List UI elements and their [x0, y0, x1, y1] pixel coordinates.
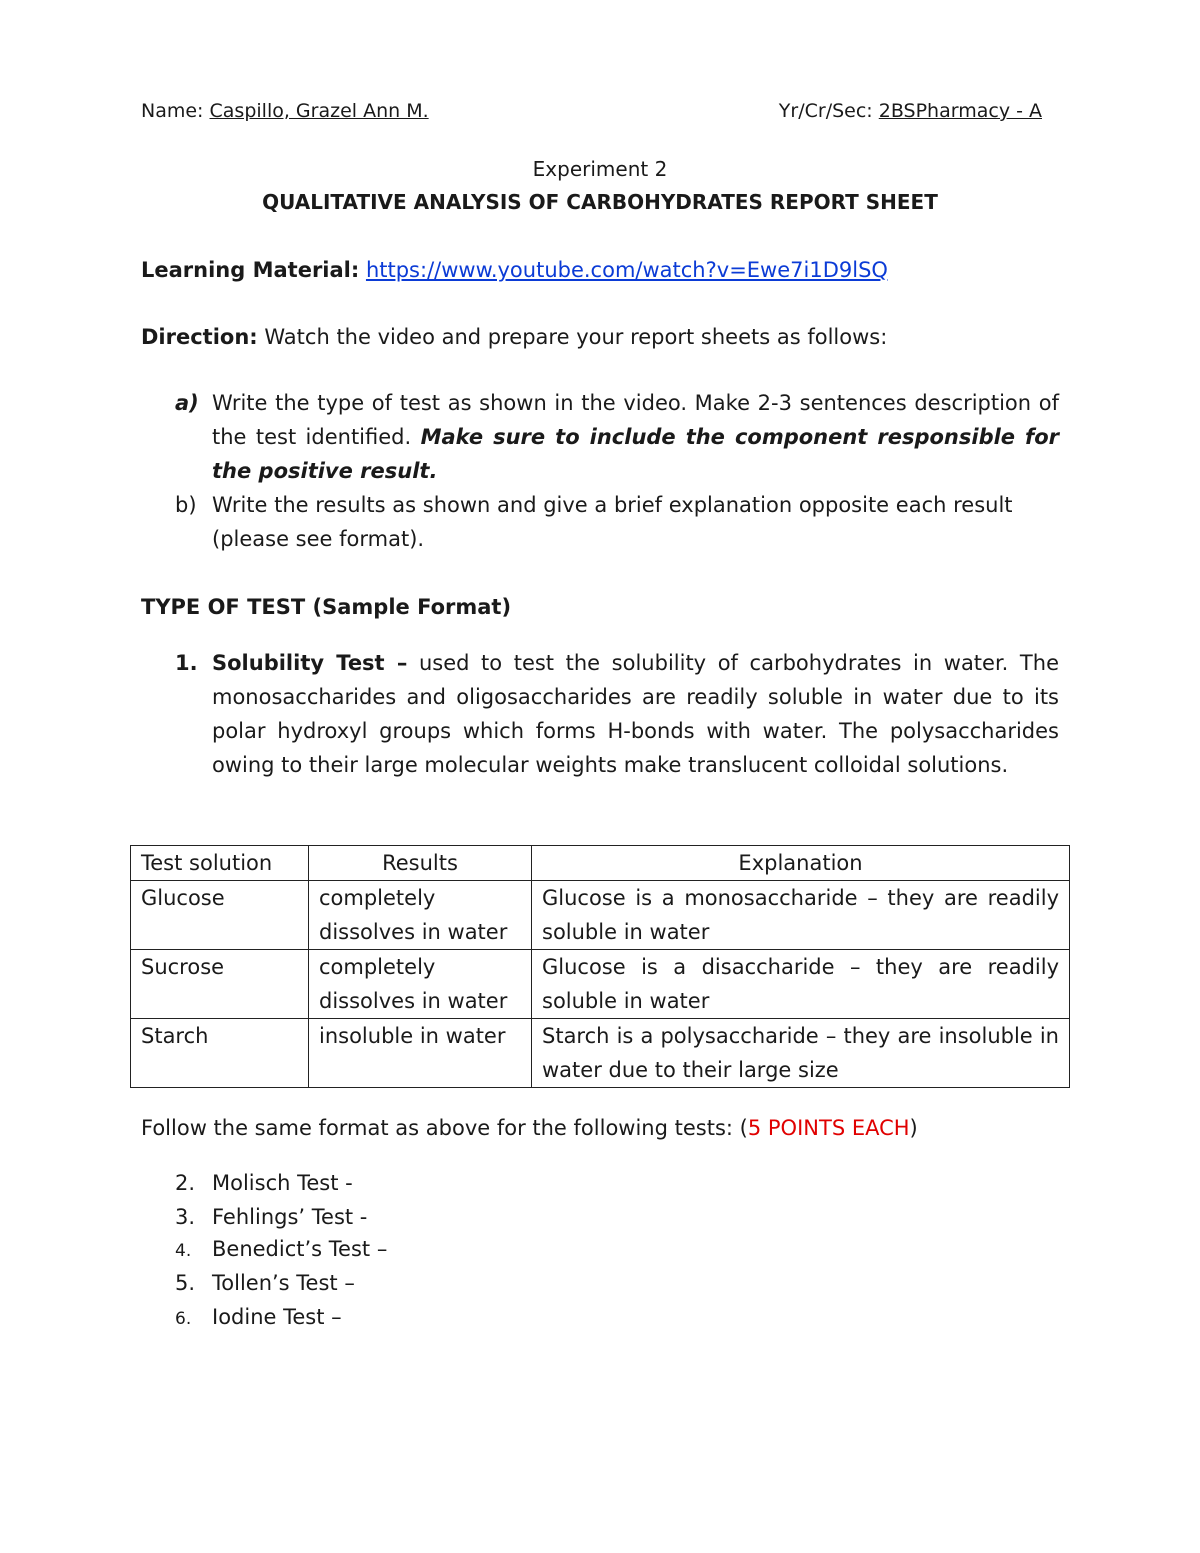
learning-label: Learning Material:	[141, 258, 360, 282]
instruction-a	[212, 386, 1059, 488]
section-value: 2BSPharmacy - A	[878, 100, 1042, 122]
cell-explanation: Glucose is a disaccharide – they are readily soluble in water	[532, 950, 1070, 1019]
follow-paren-open: (	[739, 1116, 748, 1140]
test-item: Iodine Test –	[212, 1305, 342, 1329]
instruction-a-emphasis: Make sure to include the component responsible for the positive result.	[212, 425, 1059, 483]
instruction-b-marker: b)	[175, 493, 197, 517]
cell-test-solution: Glucose	[131, 881, 309, 950]
sample-test-description	[212, 646, 1059, 782]
follow-text: Follow the same format as above for the following tests:	[141, 1116, 733, 1140]
test-item: Tollen’s Test –	[212, 1271, 355, 1295]
test-marker: 3.	[175, 1205, 196, 1229]
follow-paren-close: )	[909, 1116, 918, 1140]
table-row	[131, 950, 1070, 1019]
follow-instruction	[141, 1111, 1059, 1145]
cell-result: insoluble in water	[309, 1019, 532, 1088]
table-row	[131, 1019, 1070, 1088]
test-marker: 6.	[175, 1309, 192, 1329]
test-marker: 2.	[175, 1171, 196, 1195]
cell-explanation: Glucose is a monosaccharide – they are readily soluble in water	[532, 881, 1070, 950]
section-label: Yr/Cr/Sec:	[778, 100, 873, 122]
test-item: Fehlings’ Test -	[212, 1205, 368, 1229]
student-name	[141, 100, 429, 122]
test-item: Benedict’s Test –	[212, 1237, 388, 1261]
header-test-solution: Test solution	[131, 846, 309, 881]
test-item: Molisch Test -	[212, 1171, 353, 1195]
table-header-row	[131, 846, 1070, 881]
instruction-b-text: Write the results as shown and give a brief explanation opposite each result (please see format).	[212, 493, 1013, 551]
header-explanation: Explanation	[532, 846, 1070, 881]
cell-test-solution: Sucrose	[131, 950, 309, 1019]
sample-test-text: used to test the solubility of carbohydrates in water. The monosaccharides and oligosaccharides are readily soluble in water due to its polar hydroxyl groups which forms H-bonds with water. The polysaccharides owing to their large molecular weights make translucent colloidal solutions.	[212, 651, 1059, 777]
learning-link[interactable]: https://www.youtube.com/watch?v=Ewe7i1D9lSQ	[365, 258, 888, 282]
header-row	[141, 100, 1042, 128]
direction-text: Watch the video and prepare your report sheets as follows:	[264, 325, 888, 349]
cell-result: completely dissolves in water	[309, 881, 532, 950]
report-title: QUALITATIVE ANALYSIS OF CARBOHYDRATES REPORT SHEET	[262, 190, 938, 214]
name-value: Caspillo, Grazel Ann M.	[209, 100, 429, 122]
instruction-b	[212, 488, 1059, 556]
test-marker: 5.	[175, 1271, 196, 1295]
sample-test-marker: 1.	[175, 651, 198, 675]
direction	[141, 320, 1059, 354]
test-marker: 4.	[175, 1241, 192, 1261]
header-results: Results	[309, 846, 532, 881]
instruction-a-text: Write the type of test as shown in the video. Make 2-3 sentences description of the test identified.	[212, 391, 1059, 449]
direction-label: Direction:	[141, 325, 258, 349]
sample-test-name: Solubility Test –	[212, 651, 408, 675]
cell-result: completely dissolves in water	[309, 950, 532, 1019]
name-label: Name:	[141, 100, 204, 122]
cell-explanation: Starch is a polysaccharide – they are insoluble in water due to their large size	[532, 1019, 1070, 1088]
instruction-a-marker: a)	[175, 391, 199, 415]
learning-material	[141, 253, 1059, 287]
results-table	[130, 845, 1070, 1088]
student-section	[779, 100, 1042, 122]
points-note: 5 POINTS EACH	[747, 1116, 910, 1140]
table-row	[131, 881, 1070, 950]
cell-test-solution: Starch	[131, 1019, 309, 1088]
type-of-test-heading: TYPE OF TEST (Sample Format)	[141, 595, 512, 619]
experiment-number: Experiment 2	[532, 157, 668, 181]
